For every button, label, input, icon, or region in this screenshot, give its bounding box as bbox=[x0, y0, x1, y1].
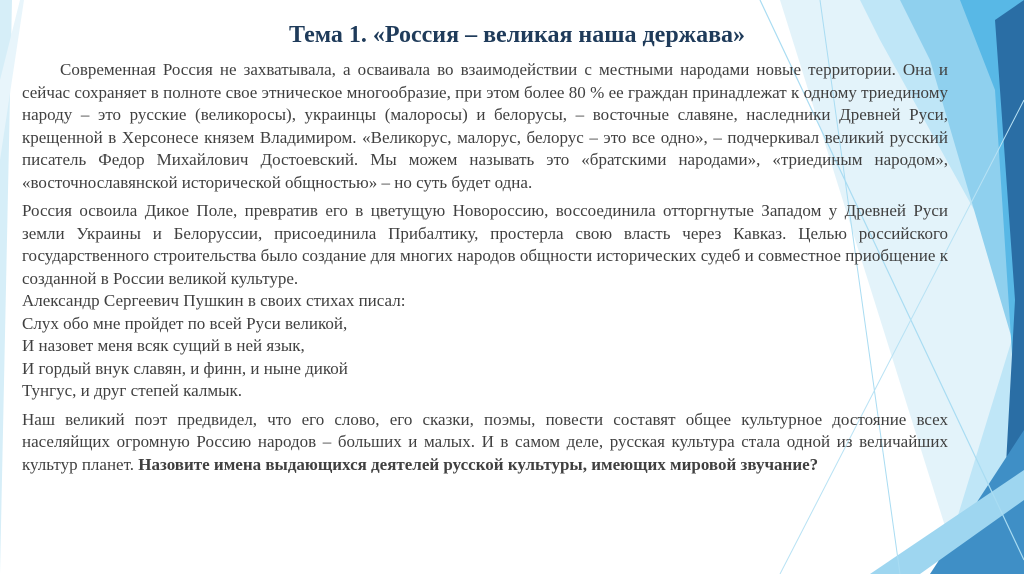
poem-intro: Александр Сергеевич Пушкин в своих стихах писал: bbox=[22, 291, 406, 310]
paragraph-2: Россия освоила Дикое Поле, превратив его в цветущую Новороссию, воссоединила отторгнутые Западом у Древней Руси земли Украины и Белоруссии, присоединила Прибалтику, простерла свою власть через Кавказ. Целью российского государственного строительства было создание для многих народов общности исторических судеб и совместное приобщение к созданной в России великой культуре. bbox=[22, 201, 948, 288]
poem-line: Тунгус, и друг степей калмык. bbox=[22, 381, 243, 400]
poem-line: Слух обо мне пройдет по всей Руси великой, bbox=[22, 313, 348, 333]
slide-title bbox=[0, 22, 1024, 49]
poem-line: И гордый внук славян, и финн, и ныне дикой bbox=[22, 358, 348, 378]
paragraph-1: Современная Россия не захватывала, а осваивала во взаимодействии с местными народами новые территории. Она и сейчас сохраняет в полноте свое этническое многообразие, при этом более 80 % ее граждан принадлежат к одному триединому народу – это русские (великоросы), украинцы (малоросы) и белорусы, – восточные славяне, наследники Древней Руси, крещенной в Херсонесе князем Владимиром. «Великорус, малорус, белорус – это все одно», – подчеркивал великий русский писатель Федор Михайлович Достоевский. Мы можем называть это «братскими народами», «триединым народом», «восточнославянской исторической общностью» – но суть будет одна. bbox=[22, 60, 948, 192]
poem bbox=[22, 313, 948, 403]
slide-body bbox=[22, 59, 948, 476]
question-text: Назовите имена выдающихся деятелей русской культуры, имеющих мировой звучание? bbox=[138, 454, 819, 474]
slide-title-text: Тема 1. «Россия – великая наша держава» bbox=[288, 22, 746, 48]
paragraph-3-text: Наш великий поэт предвидел, что его слово, его сказки, поэмы, повести составят общее культурное достояние всех населяйщих огромную Россию народов – больших и малых. И в самом деле, русская культура стала одной из величайших культур планет. bbox=[22, 409, 948, 474]
poem-line: И назовет меня всяк сущий в ней язык, bbox=[22, 336, 305, 355]
paragraph-3 bbox=[22, 409, 948, 477]
